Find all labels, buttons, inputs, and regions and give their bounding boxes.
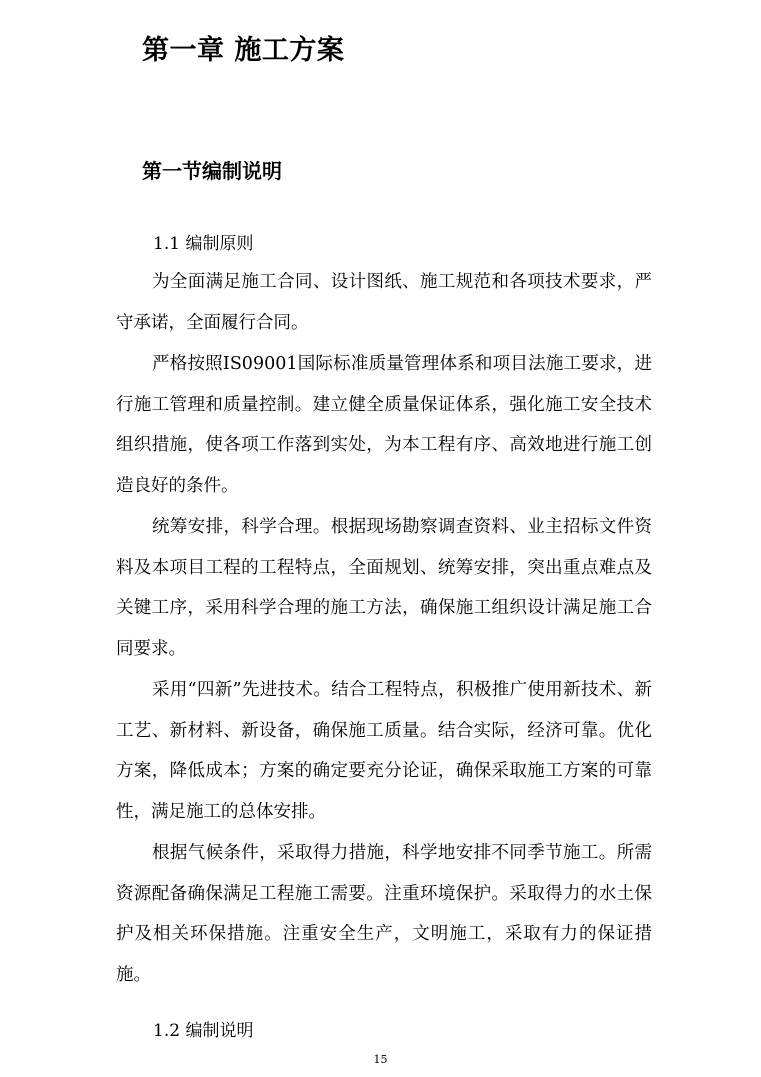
subsection-heading-1-1: 1.1 编制原则 [153,234,254,254]
subsection-heading-1-2: 1.2 编制说明 [153,1021,254,1041]
paragraph-quality-management: 严格按照IS09001国际标准质量管理体系和项目法施工要求，进行施工管理和质量控制。建立健全质量保证体系，强化施工安全技术组织措施，使各项工作落到实处，为本工程有序、高效地进行施工创造良好的条件。 [116,354,652,496]
paragraph-compile-principle-contract: 为全面满足施工合同、设计图纸、施工规范和各项技术要求，严守承诺，全面履行合同。 [116,272,652,333]
paragraph-overall-planning: 统筹安排，科学合理。根据现场勘察调查资料、业主招标文件资料及本项目工程的工程特点，全面规划、统筹安排，突出重点难点及关键工序，采用科学合理的施工方法，确保施工组织设计满足施工合同要求。 [116,517,652,659]
page-number: 15 [373,1053,388,1066]
paragraph-new-technology: 采用“四新”先进技术。结合工程特点，积极推广使用新技术、新工艺、新材料、新设备，确保施工质量。结合实际，经济可靠。优化方案，降低成本；方案的确定要充分论证，确保采取施工方案的可靠性，满足施工的总体安排。 [116,680,652,822]
paragraph-climate-measures: 根据气候条件，采取得力措施，科学地安排不同季节施工。所需资源配备确保满足工程施工需要。注重环境保护。采取得力的水土保护及相关环保措施。注重安全生产，文明施工，采取有力的保证措施。 [116,843,652,985]
section-title: 第一节编制说明 [142,159,282,183]
chapter-title: 第一章 施工方案 [142,35,345,66]
